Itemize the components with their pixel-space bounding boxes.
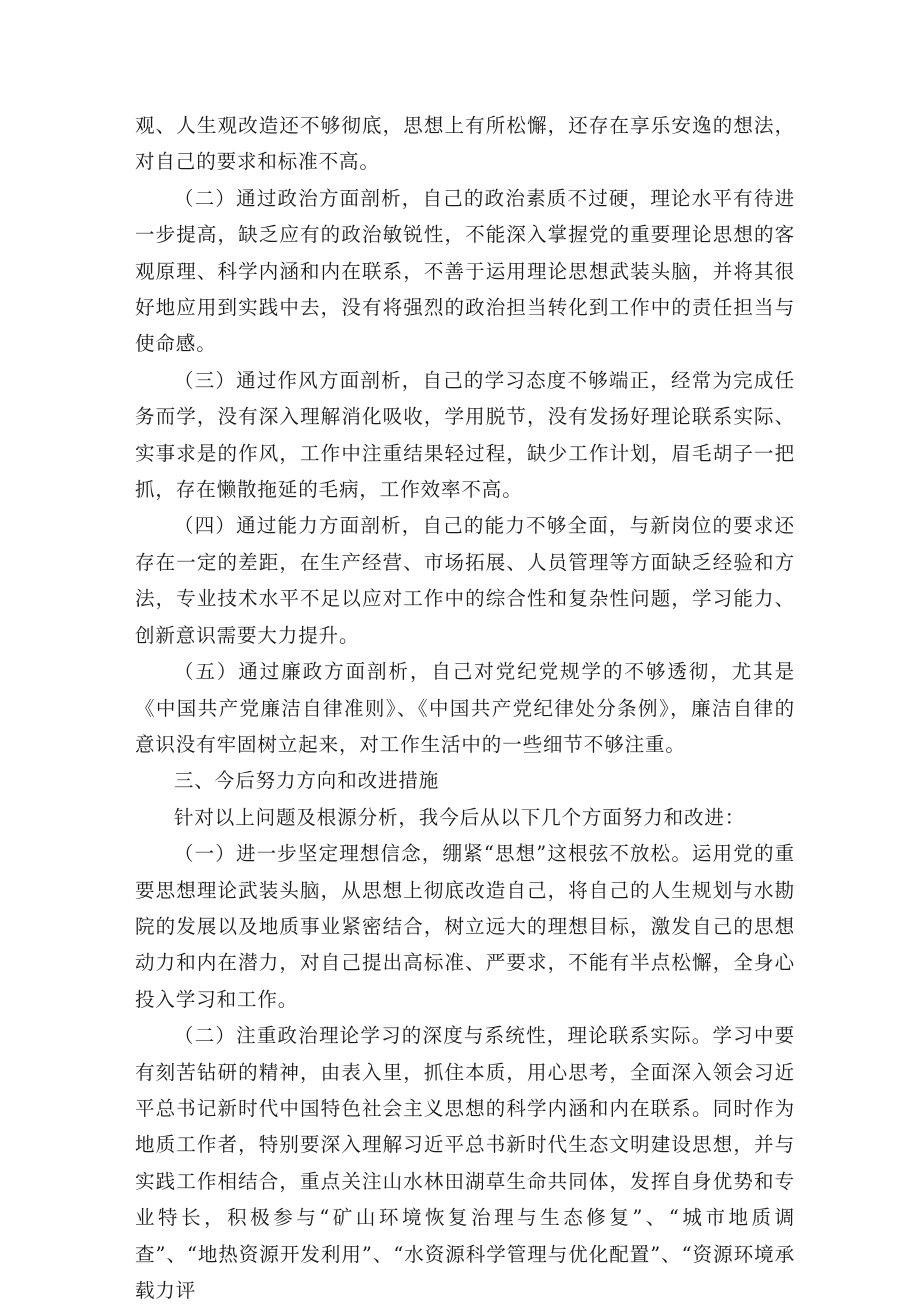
- paragraph-continuation: 观、人生观改造还不够彻底，思想上有所松懈，还存在享乐安逸的想法，对自己的要求和标准不高。: [135, 114, 795, 174]
- paragraph-theory-study: （二）注重政治理论学习的深度与系统性，理论联系实际。学习中要有刻苦钻研的精神，由表入里，抓住本质，用心思考，全面深入领会习近平总书记新时代中国特色社会主义思想的科学内涵和内在联系。同时作为地质工作者，特别要深入理解习近平总书新时代生态文明建设思想，并与实践工作相结合，重点关注山水林田湖草生命共同体，发挥自身优势和专业特长，积极参与“矿山环境恢复治理与生态修复”、“城市地质调查”、“地热资源开发利用”、“水资源科学管理与优化配置”、“资源环境承载力评: [135, 1024, 795, 1302]
- paragraph-intro-improvement: 针对以上问题及根源分析，我今后从以下几个方面努力和改进：: [174, 805, 746, 829]
- paragraph-integrity-analysis: （五）通过廉政方面剖析，自己对党纪党规学的不够透彻，尤其是《中国共产党廉洁自律准则》、《中国共产党纪律处分条例》，廉洁自律的意识没有牢固树立起来，对工作生活中的一些细节不够注重。: [135, 660, 795, 756]
- paragraph-ideals-belief: （一）进一步坚定理想信念，绷紧“思想”这根弦不放松。运用党的重要思想理论武装头脑，从思想上彻底改造自己，将自己的人生规划与水勘院的发展以及地质事业紧密结合，树立远大的理想目标，激发自己的思想动力和内在潜力，对自己提出高标准、严要求，不能有半点松懈，全身心投入学习和工作。: [135, 842, 795, 1011]
- paragraph-style-analysis: （三）通过作风方面剖析，自己的学习态度不够端正，经常为完成任务而学，没有深入理解消化吸收，学用脱节，没有发扬好理论联系实际、实事求是的作风，工作中注重结果轻过程，缺少工作计划，眉毛胡子一把抓，存在懒散拖延的毛病，工作效率不高。: [135, 368, 795, 502]
- paragraph-ability-analysis: （四）通过能力方面剖析，自己的能力不够全面，与新岗位的要求还存在一定的差距，在生产经营、市场拓展、人员管理等方面缺乏经验和方法，专业技术水平不足以应对工作中的综合性和复杂性问题，学习能力、创新意识需要大力提升。: [135, 514, 795, 647]
- paragraph-political-analysis: （二）通过政治方面剖析，自己的政治素质不过硬，理论水平有待进一步提高，缺乏应有的政治敏锐性，不能深入掌握党的重要理论思想的客观原理、科学内涵和内在联系，不善于运用理论思想武装头脑，并将其很好地应用到实践中去，没有将强烈的政治担当转化到工作中的责任担当与使命感。: [135, 186, 795, 356]
- document-body: [135, 108, 795, 1309]
- section-heading-improvement: 三、今后努力方向和改进措施: [174, 769, 440, 793]
